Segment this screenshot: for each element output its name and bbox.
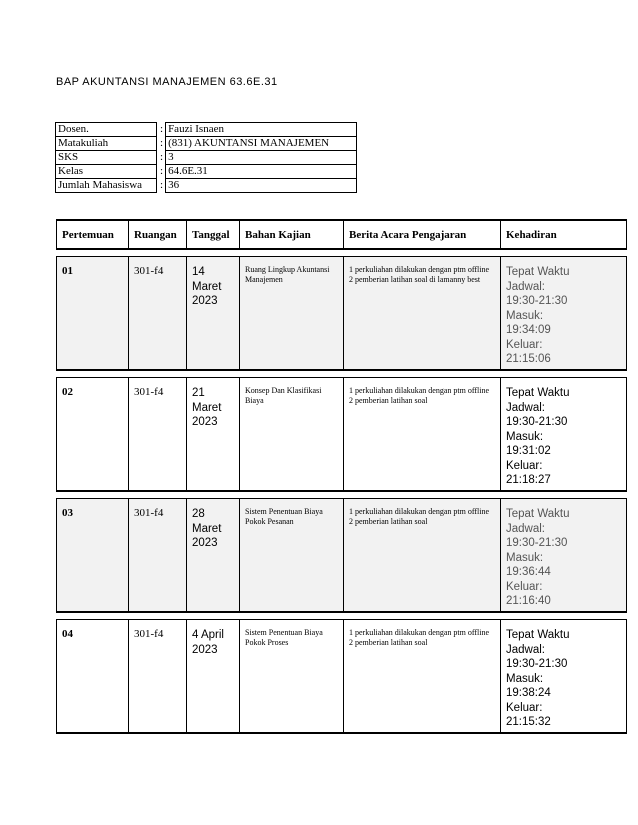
info-separator: :	[160, 165, 164, 177]
row-gap	[57, 370, 627, 378]
header-room: Ruangan	[129, 220, 187, 249]
room-cell: 301-f4	[129, 378, 187, 492]
header-meeting: Pertemuan	[57, 220, 129, 249]
topic-cell: Sistem Penentuan Biaya Pokok Proses	[240, 620, 344, 734]
info-label: Kelas	[56, 165, 157, 179]
attendance-report-table	[56, 219, 627, 734]
info-separator: :	[160, 123, 164, 135]
info-row-students	[56, 179, 357, 193]
info-label: Matakuliah	[56, 137, 157, 151]
table-row	[57, 620, 627, 734]
info-value: 64.6E.31	[166, 165, 357, 179]
date-cell: 14 Maret 2023	[187, 257, 240, 371]
table-row	[57, 257, 627, 371]
info-row-credits	[56, 151, 357, 165]
room-cell: 301-f4	[129, 499, 187, 613]
info-value: 36	[166, 179, 357, 193]
document-title: BAP AKUNTANSI MANAJEMEN 63.6E.31	[56, 76, 278, 88]
info-value: Fauzi Isnaen	[166, 123, 357, 137]
header-topic: Bahan Kajian	[240, 220, 344, 249]
topic-cell: Ruang Lingkup Akuntansi Manajemen	[240, 257, 344, 371]
meeting-number: 04	[57, 620, 129, 734]
row-gap	[57, 249, 627, 257]
date-cell: 28 Maret 2023	[187, 499, 240, 613]
row-gap	[57, 491, 627, 499]
table-row	[57, 378, 627, 492]
attendance-cell: Tepat Waktu Jadwal: 19:30-21:30 Masuk: 19:36:44 Keluar: 21:16:40	[501, 499, 627, 613]
topic-cell: Konsep Dan Klasifikasi Biaya	[240, 378, 344, 492]
info-value: 3	[166, 151, 357, 165]
report-cell: 1 perkuliahan dilakukan dengan ptm offline 2 pemberian latihan soal	[344, 378, 501, 492]
info-value: (831) AKUNTANSI MANAJEMEN	[166, 137, 357, 151]
info-separator: :	[160, 179, 164, 191]
meeting-number: 03	[57, 499, 129, 613]
info-label: Dosen.	[56, 123, 157, 137]
info-separator: :	[160, 151, 164, 163]
attendance-cell: Tepat Waktu Jadwal: 19:30-21:30 Masuk: 19:38:24 Keluar: 21:15:32	[501, 620, 627, 734]
info-row-lecturer	[56, 123, 357, 137]
meeting-number: 01	[57, 257, 129, 371]
course-info-table	[55, 122, 357, 193]
report-cell: 1 perkuliahan dilakukan dengan ptm offline 2 pemberian latihan soal di lamanny best	[344, 257, 501, 371]
attendance-cell: Tepat Waktu Jadwal: 19:30-21:30 Masuk: 19:31:02 Keluar: 21:18:27	[501, 378, 627, 492]
info-row-class	[56, 165, 357, 179]
attendance-cell: Tepat Waktu Jadwal: 19:30-21:30 Masuk: 19:34:09 Keluar: 21:15:06	[501, 257, 627, 371]
room-cell: 301-f4	[129, 257, 187, 371]
meeting-number: 02	[57, 378, 129, 492]
info-row-course	[56, 137, 357, 151]
header-attendance: Kehadiran	[501, 220, 627, 249]
header-date: Tanggal	[187, 220, 240, 249]
report-cell: 1 perkuliahan dilakukan dengan ptm offline 2 pemberian latihan soal	[344, 620, 501, 734]
room-cell: 301-f4	[129, 620, 187, 734]
report-cell: 1 perkuliahan dilakukan dengan ptm offline 2 pemberian latihan soal	[344, 499, 501, 613]
row-gap	[57, 612, 627, 620]
info-label: Jumlah Mahasiswa	[56, 179, 157, 193]
info-label: SKS	[56, 151, 157, 165]
header-report: Berita Acara Pengajaran	[344, 220, 501, 249]
date-cell: 4 April 2023	[187, 620, 240, 734]
table-row	[57, 499, 627, 613]
date-cell: 21 Maret 2023	[187, 378, 240, 492]
table-header-row	[57, 220, 627, 249]
topic-cell: Sistem Penentuan Biaya Pokok Pesanan	[240, 499, 344, 613]
info-separator: :	[160, 137, 164, 149]
